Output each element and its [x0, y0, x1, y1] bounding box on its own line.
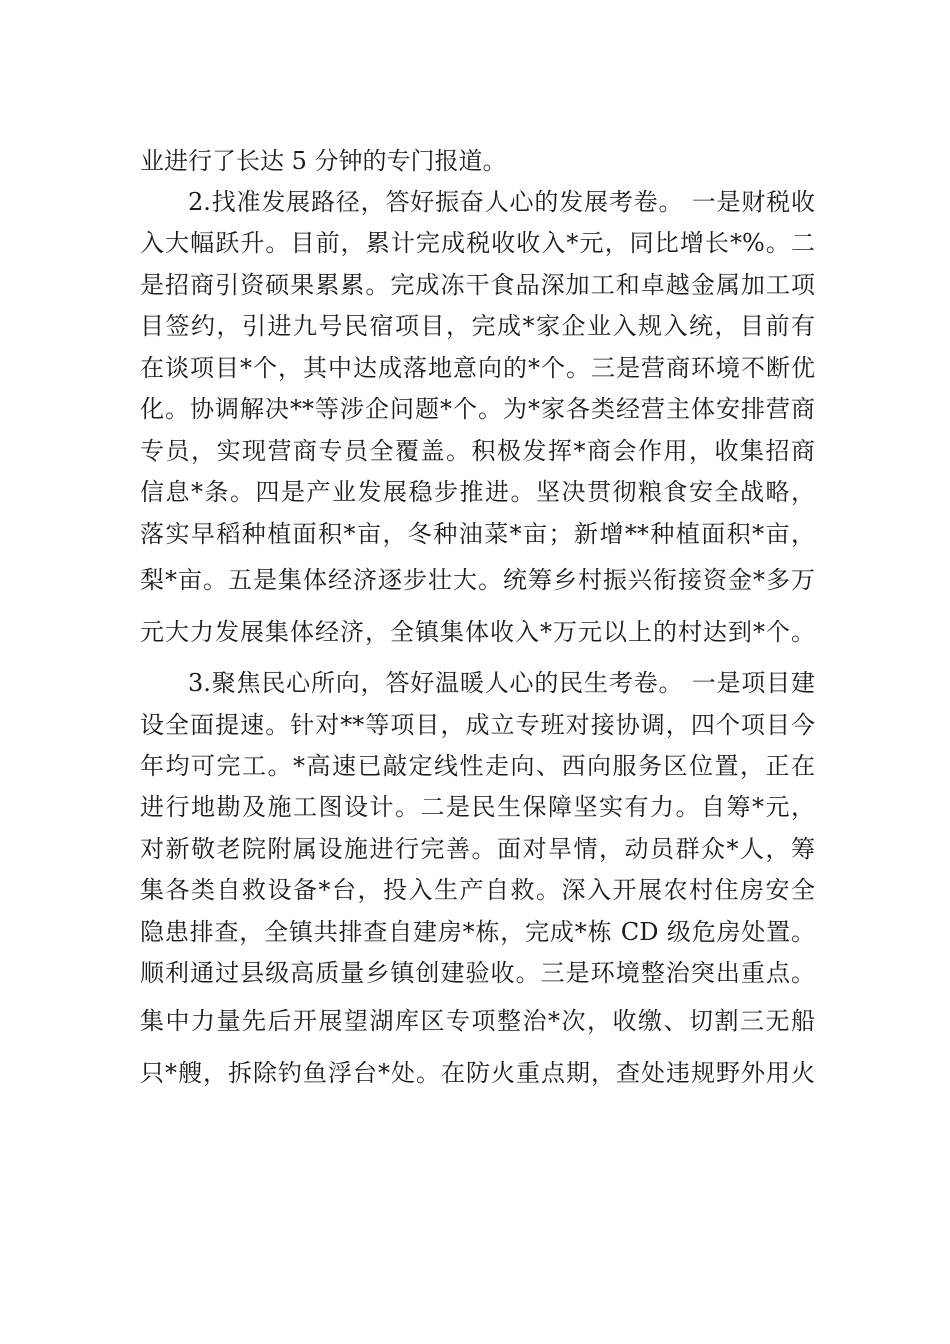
text-line: 隐患排查，全镇共排查自建房*栋，完成*栋 CD 级危房处置。 — [140, 918, 815, 946]
text-line: 梨*亩。五是集体经济逐步壮大。统筹乡村振兴衔接资金*多万 — [140, 566, 815, 594]
text-line: 年均可完工。*高速已敲定线性走向、西向服务区位置，正在 — [140, 752, 815, 780]
text-line: 2.找准发展路径，答好振奋人心的发展考卷。 一是财税收 — [188, 188, 815, 216]
text-line: 落实早稻种植面积*亩，冬种油菜*亩；新增**种植面积*亩， — [140, 520, 815, 548]
text-line: 集中力量先后开展望湖库区专项整治*次，收缴、切割三无船 — [140, 1007, 815, 1035]
text-line: 业进行了长达 5 分钟的专门报道。 — [140, 147, 507, 175]
text-line: 对新敬老院附属设施进行完善。面对旱情，动员群众*人，筹 — [140, 835, 815, 863]
text-line: 信息*条。四是产业发展稳步推进。坚决贯彻粮食安全战略， — [140, 478, 815, 506]
text-line: 在谈项目*个，其中达成落地意向的*个。三是营商环境不断优 — [140, 354, 815, 382]
text-line: 化。协调解决**等涉企问题*个。为*家各类经营主体安排营商 — [140, 395, 815, 423]
text-line: 进行地勘及施工图设计。二是民生保障坚实有力。自筹*元， — [140, 793, 815, 821]
text-line: 集各类自救设备*台，投入生产自救。深入开展农村住房安全 — [140, 876, 815, 904]
text-line: 专员，实现营商专员全覆盖。积极发挥*商会作用，收集招商 — [140, 437, 815, 465]
text-line: 目签约，引进九号民宿项目，完成*家企业入规入统，目前有 — [140, 312, 815, 340]
text-line: 是招商引资硕果累累。完成冻干食品深加工和卓越金属加工项 — [140, 271, 815, 299]
text-line: 只*艘，拆除钓鱼浮台*处。在防火重点期，查处违规野外用火 — [140, 1059, 815, 1087]
text-line: 设全面提速。针对**等项目，成立专班对接协调，四个项目今 — [140, 711, 815, 739]
text-line: 顺利通过县级高质量乡镇创建验收。三是环境整治突出重点。 — [140, 959, 815, 987]
text-line: 元大力发展集体经济，全镇集体收入*万元以上的村达到*个。 — [140, 618, 815, 646]
text-line: 3.聚焦民心所向，答好温暖人心的民生考卷。 一是项目建 — [188, 669, 815, 697]
text-line: 入大幅跃升。目前，累计完成税收收入*元，同比增长*%。二 — [140, 229, 815, 257]
